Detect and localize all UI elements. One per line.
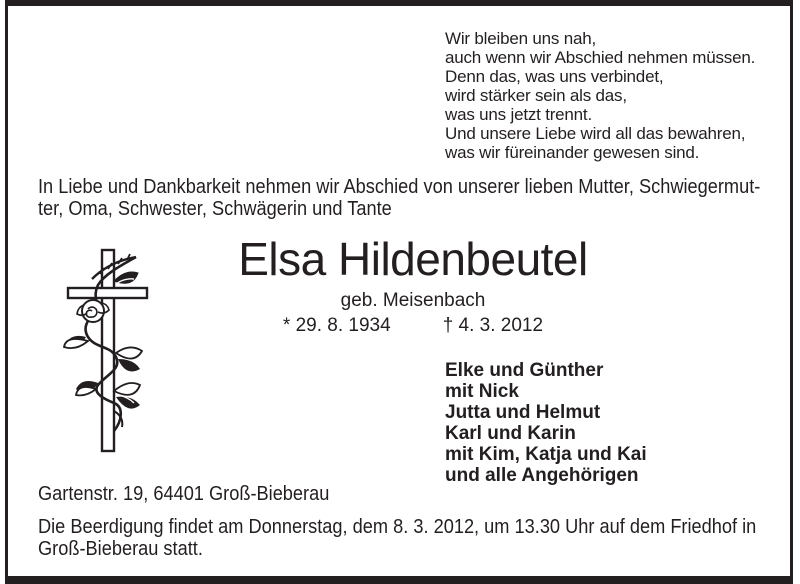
leaf (114, 383, 140, 395)
funeral-line: Groß-Bieberau statt. (38, 538, 203, 560)
poem-line: Denn das, was uns verbindet, (445, 67, 664, 86)
leaf (114, 272, 138, 283)
cross-bar (68, 288, 147, 298)
mourner-line: Elke und Günther (445, 360, 604, 381)
mourner-line: und alle Angehörigen (445, 465, 639, 486)
leaf (76, 387, 96, 395)
deceased-block (188, 234, 638, 337)
poem-line: Wir bleiben uns nah, (445, 29, 596, 48)
birth-date: * 29. 8. 1934 (282, 315, 391, 336)
life-dates (188, 315, 638, 337)
poem-line: was uns jetzt trennt. (445, 105, 592, 124)
mourner-line: mit Kim, Katja und Kai (445, 444, 647, 465)
address-line: Gartenstr. 19, 64401 Groß-Bieberau (38, 483, 330, 505)
intro-line: ter, Oma, Schwester, Schwägerin und Tante (38, 198, 392, 220)
leaf (116, 347, 142, 358)
poem-line: Und unsere Liebe wird all das bewahren, (445, 124, 746, 143)
poem-line: auch wenn wir Abschied nehmen müssen. (445, 48, 756, 67)
mourner-line: Karl und Karin (445, 423, 576, 444)
death-date: † 4. 3. 2012 (442, 315, 544, 336)
intro-text (38, 176, 760, 220)
maiden-name: geb. Meisenbach (340, 290, 486, 311)
funeral-notice (38, 516, 756, 560)
mourner-line: Jutta und Helmut (445, 402, 601, 423)
cross-rose-illustration (48, 245, 180, 457)
intro-line: In Liebe und Dankbarkeit nehmen wir Abschied von unserer lieben Mutter, Schwiegermut- (38, 176, 761, 198)
mourner-line: mit Nick (445, 381, 519, 402)
deceased-name: Elsa Hildenbeutel (238, 233, 588, 285)
obituary-frame (5, 0, 793, 584)
poem-line: wird stärker sein als das, (445, 86, 627, 105)
mourners-list (445, 360, 647, 486)
leaf (118, 359, 140, 371)
leaf (64, 339, 88, 348)
funeral-line: Die Beerdigung findet am Donnerstag, dem 8. 3. 2012, um 13.30 Uhr auf dem Friedhof in (38, 516, 757, 538)
poem (445, 29, 755, 162)
poem-line: was wir füreinander gewesen sind. (445, 143, 700, 162)
